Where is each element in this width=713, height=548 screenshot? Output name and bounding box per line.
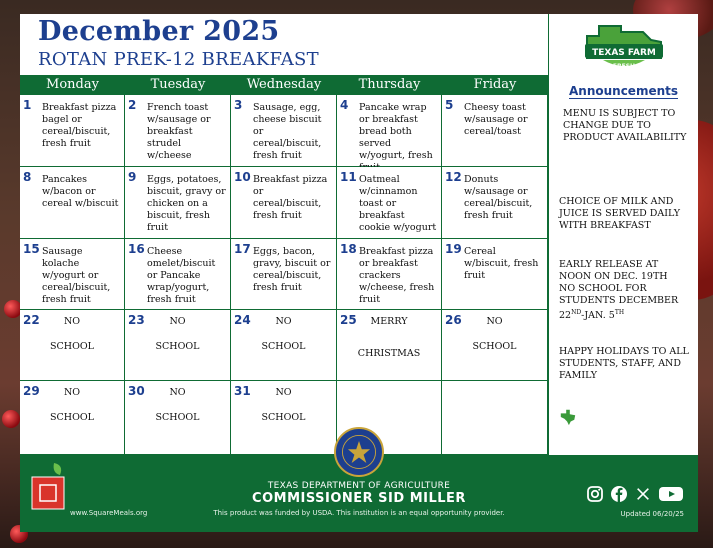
weekday-monday: Monday xyxy=(46,77,99,92)
department-name: TEXAS DEPARTMENT OF AGRICULTURE xyxy=(267,481,451,491)
menu-item-text: Pancakes w/bacon or cereal w/biscuit xyxy=(42,174,119,209)
calendar-day-cell xyxy=(20,95,125,167)
calendar-day-cell xyxy=(442,239,548,310)
calendar-day-cell xyxy=(125,95,231,167)
announcement-milk-juice: CHOICE OF MILK AND JUICE IS SERVED DAILY WITH BREAKFAST xyxy=(559,196,680,231)
calendar-day-cell xyxy=(442,95,548,167)
weekday-thursday: Thursday xyxy=(358,77,421,92)
closure-line-1: MERRY xyxy=(370,316,408,327)
youtube-icon[interactable] xyxy=(658,485,684,503)
day-number: 30 xyxy=(128,384,145,398)
day-number: 5 xyxy=(445,98,454,112)
texas-farm-fresh-logo xyxy=(581,20,667,76)
calendar-day-cell xyxy=(231,167,337,239)
menu-item-text: Oatmeal w/cinnamon toast or breakfast cookie w/yogurt xyxy=(359,174,437,233)
announcements-panel xyxy=(548,14,698,455)
announcement-early-release xyxy=(559,259,692,322)
logo-top-text: TEXAS FARM xyxy=(592,48,656,58)
calendar-day-cell xyxy=(231,381,337,455)
day-number: 3 xyxy=(234,98,243,112)
weekday-header-row xyxy=(20,75,548,95)
weekday-wednesday: Wednesday xyxy=(246,77,322,92)
day-number: 10 xyxy=(234,170,251,184)
closure-line-1: NO xyxy=(275,316,292,327)
calendar-day-cell xyxy=(337,167,442,239)
day-number: 9 xyxy=(128,170,137,184)
closure-line-2: CHRISTMAS xyxy=(357,348,421,359)
menu-item-text: Eggs, bacon, gravy, biscuit or cereal/biscuit, fresh fruit xyxy=(253,246,331,293)
menu-item-text: Breakfast pizza or cereal/biscuit, fresh fruit xyxy=(253,174,328,221)
menu-item-text: Sausage, egg, cheese biscuit or cereal/biscuit, fresh fruit xyxy=(253,102,322,161)
calendar-day-cell xyxy=(337,310,442,381)
announcement-menu-change: MENU IS SUBJECT TO CHANGE DUE TO PRODUCT AVAILABILITY xyxy=(563,108,687,143)
day-number: 19 xyxy=(445,242,462,256)
calendar-day-cell xyxy=(125,239,231,310)
menu-item-text: Breakfast pizza or breakfast crackers w/cheese, fresh fruit xyxy=(359,246,435,305)
day-number: 15 xyxy=(23,242,40,256)
menu-item-text: Cheesy toast w/sausage or cereal/toast xyxy=(464,102,528,137)
x-icon[interactable] xyxy=(634,485,652,503)
calendar-day-cell xyxy=(125,167,231,239)
day-number: 17 xyxy=(234,242,251,256)
calendar-day-cell xyxy=(231,95,337,167)
closure-line-2: SCHOOL xyxy=(155,412,200,423)
menu-card xyxy=(20,14,698,532)
calendar-day-cell xyxy=(231,310,337,381)
calendar-day-cell xyxy=(125,381,231,455)
day-number: 4 xyxy=(340,98,349,112)
calendar-header xyxy=(20,14,548,75)
closure-line-2: SCHOOL xyxy=(472,341,517,352)
day-number: 8 xyxy=(23,170,32,184)
weekday-tuesday: Tuesday xyxy=(150,77,206,92)
closure-line-1: NO xyxy=(275,387,292,398)
closure-line-1: NO xyxy=(486,316,503,327)
calendar-grid xyxy=(20,95,548,455)
closure-line-2: SCHOOL xyxy=(261,341,306,352)
school-title: ROTAN PREK-12 BREAKFAST xyxy=(38,49,319,70)
instagram-icon[interactable] xyxy=(586,485,604,503)
day-number: 22 xyxy=(23,313,40,327)
social-links xyxy=(586,485,684,503)
calendar-day-cell xyxy=(20,381,125,455)
logo-bottom-text: FRESH xyxy=(612,63,636,70)
closure-line-1: NO xyxy=(63,387,81,398)
day-number: 26 xyxy=(445,313,462,327)
day-number: 29 xyxy=(23,384,40,398)
day-number: 24 xyxy=(234,313,251,327)
no-school-text: NO SCHOOL FOR STUDENTS DECEMBER xyxy=(559,283,679,306)
menu-item-text: French toast w/sausage or breakfast strudel w/cheese xyxy=(147,102,211,161)
day-number: 11 xyxy=(340,170,357,184)
square-meals-url[interactable]: www.SquareMeals.org xyxy=(70,509,148,517)
day-number: 18 xyxy=(340,242,357,256)
day-number: 23 xyxy=(128,313,145,327)
calendar-day-cell xyxy=(337,95,442,167)
day-number: 31 xyxy=(234,384,251,398)
calendar-day-cell xyxy=(20,310,125,381)
menu-item-text: Sausage kolache w/yogurt or cereal/biscuit, fresh fruit xyxy=(42,246,111,305)
calendar-day-cell xyxy=(442,381,548,455)
day-number: 2 xyxy=(128,98,137,112)
footer xyxy=(20,455,698,532)
commissioner-name: COMMISSIONER SID MILLER xyxy=(252,491,466,506)
day-number: 12 xyxy=(445,170,462,184)
menu-item-text: Pancake wrap or breakfast bread both served w/yogurt, fresh xyxy=(359,102,433,161)
date-range: 22ND-JAN. 5TH xyxy=(559,309,625,322)
month-title: December 2025 xyxy=(38,16,280,47)
closure-line-1: NO xyxy=(169,387,186,398)
menu-item-text: Cereal w/biscuit, fresh fruit xyxy=(464,246,539,281)
weekday-friday: Friday xyxy=(473,77,517,92)
menu-item-text: Cheese omelet/biscuit or Pancake wrap/yogurt, fresh fruit xyxy=(147,246,216,305)
day-number: 16 xyxy=(128,242,145,256)
calendar-day-cell xyxy=(231,239,337,310)
day-number: 1 xyxy=(23,98,32,112)
closure-line-2: SCHOOL xyxy=(50,412,94,423)
calendar-day-cell xyxy=(337,239,442,310)
usda-disclaimer: This product was funded by USDA. This institution is an equal opportunity provider. xyxy=(213,509,505,517)
announcements-title: Announcements xyxy=(568,84,679,98)
menu-item-text: Breakfast pizza bagel or cereal/biscuit, fresh fruit xyxy=(42,102,117,149)
closure-line-1: NO xyxy=(63,316,81,327)
calendar-day-cell xyxy=(20,239,125,310)
texas-map-icon xyxy=(559,408,577,426)
closure-line-2: SCHOOL xyxy=(261,412,306,423)
menu-item-text: Eggs, potatoes, biscuit, gravy or chicken on a biscuit, fresh fruit xyxy=(147,174,226,233)
closure-line-2: SCHOOL xyxy=(155,341,200,352)
berry-decoration xyxy=(2,410,20,428)
closure-line-2: SCHOOL xyxy=(50,341,94,352)
updated-date: Updated 06/20/25 xyxy=(620,510,684,518)
day-number: 25 xyxy=(340,313,357,327)
tda-seal xyxy=(334,427,384,477)
calendar-day-cell xyxy=(442,167,548,239)
closure-line-1: NO xyxy=(169,316,186,327)
calendar-day-cell xyxy=(442,310,548,381)
calendar-day-cell xyxy=(20,167,125,239)
early-release-text: EARLY RELEASE AT NOON ON DEC. 19TH xyxy=(559,259,668,282)
facebook-icon[interactable] xyxy=(610,485,628,503)
menu-item-text: Donuts w/sausage or cereal/biscuit, fresh fruit xyxy=(464,174,533,221)
calendar-day-cell xyxy=(125,310,231,381)
announcement-happy-holidays: HAPPY HOLIDAYS TO ALL STUDENTS, STAFF, AND FAMILY xyxy=(559,346,689,381)
